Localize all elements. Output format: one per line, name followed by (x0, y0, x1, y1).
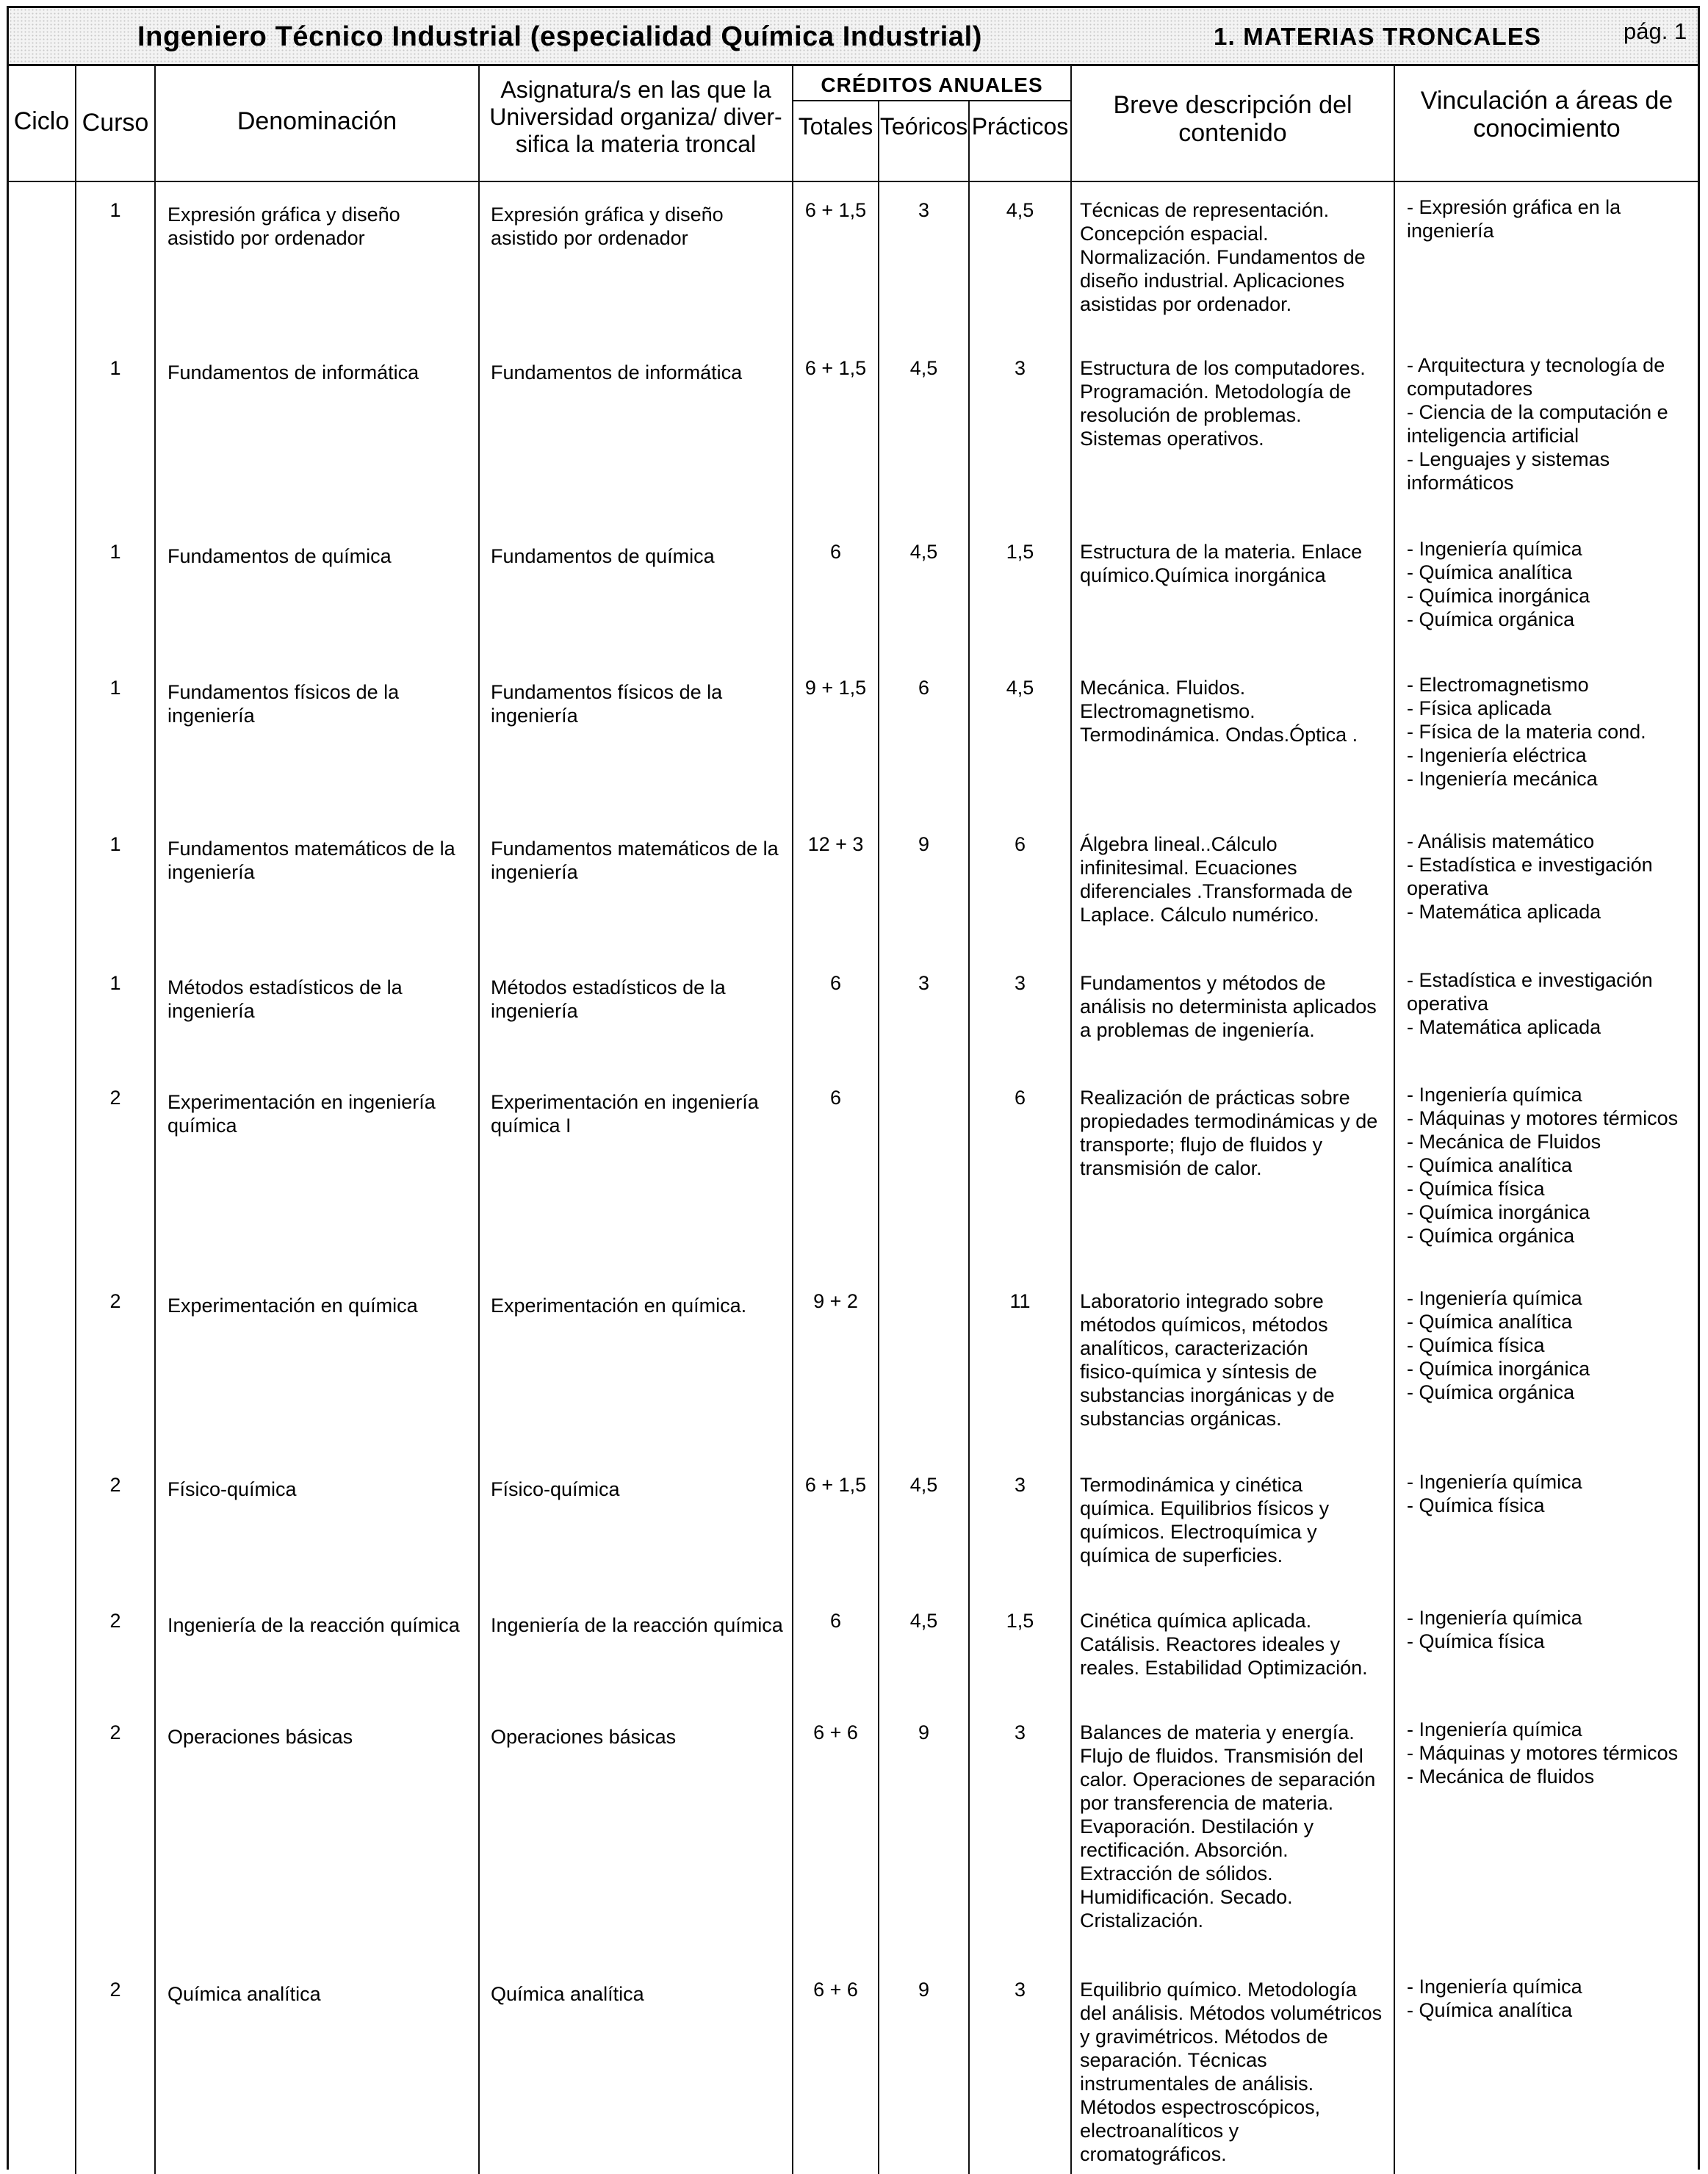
cell-denominacion-line: Ingeniería de la reacción química (167, 1614, 460, 1636)
cell-vinculacion-line: - Ingeniería química (1407, 1607, 1582, 1629)
header-vinculacion-line: Vinculación a áreas de (1420, 87, 1673, 115)
cell-descripcion-line: Estructura de la materia. Enlace (1080, 541, 1363, 563)
cell-vinculacion-line: operativa (1407, 877, 1489, 899)
header-creditos: CRÉDITOS ANUALES (821, 73, 1043, 96)
header-asignatura-line: Universidad organiza/ diver- (489, 104, 782, 130)
cell-denominacion-line: Fundamentos físicos de la (167, 681, 400, 703)
column-divider (968, 101, 970, 2174)
cell-descripcion (1080, 198, 1392, 316)
cell-descripcion-line: reales. Estabilidad Optimización. (1080, 1657, 1368, 1679)
cell-totales: 9 + 2 (813, 1290, 858, 1312)
cell-vinculacion-line: - Química física (1407, 1334, 1545, 1356)
cell-asignatura-line: Físico-química (491, 1478, 620, 1500)
cell-descripcion (1080, 971, 1392, 1042)
cell-denominacion (167, 976, 476, 1023)
cell-curso: 1 (109, 357, 121, 379)
cell-teoricos: 4,5 (909, 541, 938, 563)
cell-vinculacion-line: - Análisis matemático (1407, 830, 1595, 852)
cell-denominacion-line: Físico-química (167, 1478, 297, 1500)
cell-teoricos: 9 (918, 1721, 930, 1743)
header-descripcion (1072, 91, 1394, 147)
cell-descripcion (1080, 356, 1392, 450)
cell-descripcion-line: instrumentales de análisis. (1080, 2073, 1314, 2095)
cell-vinculacion-line: - Química inorgánica (1407, 585, 1590, 607)
cell-descripcion-line: resolución de problemas. (1080, 404, 1302, 426)
cell-vinculacion (1407, 1083, 1701, 1248)
cell-asignatura-line: Experimentación en ingeniería (491, 1091, 759, 1113)
cell-denominacion-line: Métodos estadísticos de la (167, 976, 403, 998)
cell-curso: 1 (109, 677, 121, 699)
cell-practicos: 6 (1014, 833, 1026, 855)
cell-descripcion-line: Programación. Metodología de (1080, 381, 1352, 403)
cell-vinculacion-line: - Química analítica (1407, 561, 1573, 583)
cell-descripcion-line: substancias orgánicas. (1080, 1408, 1282, 1430)
cell-vinculacion-line: - Ingeniería química (1407, 1471, 1582, 1493)
cell-vinculacion-line: - Ingeniería mecánica (1407, 768, 1598, 790)
cell-vinculacion-line: inteligencia artificial (1407, 425, 1579, 447)
header-vinculacion (1395, 87, 1698, 143)
cell-descripcion (1080, 1086, 1392, 1180)
cell-descripcion-line: Catálisis. Reactores ideales y (1080, 1633, 1341, 1655)
cell-practicos: 6 (1014, 1087, 1026, 1109)
cell-descripcion-line: Laboratorio integrado sobre (1080, 1290, 1324, 1312)
cell-descripcion-line: química de superficies. (1080, 1544, 1283, 1566)
cell-totales: 12 + 3 (807, 833, 864, 855)
cell-asignatura (491, 1477, 790, 1501)
cell-vinculacion-line: - Ingeniería química (1407, 1084, 1582, 1106)
cell-vinculacion-line: - Estadística e investigación (1407, 854, 1653, 876)
credits-divider (792, 100, 1072, 101)
cell-denominacion (167, 1090, 476, 1137)
cell-descripcion-line: Termodinámica y cinética (1080, 1474, 1303, 1496)
cell-descripcion-line: Balances de materia y energía. (1080, 1721, 1355, 1743)
cell-practicos: 3 (1014, 1474, 1026, 1496)
cell-descripcion-line: Flujo de fluidos. Transmisión del (1080, 1745, 1363, 1767)
cell-vinculacion-line: - Mecánica de Fluidos (1407, 1131, 1601, 1153)
cell-vinculacion-line: - Mecánica de fluidos (1407, 1766, 1595, 1788)
cell-descripcion-line: y gravimétricos. Métodos de (1080, 2026, 1328, 2048)
cell-descripcion-line: Concepción espacial. (1080, 223, 1269, 245)
cell-denominacion (167, 1477, 476, 1501)
header-descripcion-line: contenido (1178, 119, 1287, 147)
cell-descripcion-line: química. Equilibrios físicos y (1080, 1497, 1330, 1519)
cell-denominacion (167, 203, 476, 250)
cell-vinculacion-line: - Matemática aplicada (1407, 901, 1601, 923)
cell-vinculacion-line: - Ingeniería eléctrica (1407, 744, 1587, 766)
cell-asignatura-line: Ingeniería de la reacción química (491, 1614, 783, 1636)
cell-descripcion-line: químico.Química inorgánica (1080, 564, 1326, 586)
cell-practicos: 3 (1014, 972, 1026, 994)
cell-vinculacion-line: computadores (1407, 378, 1533, 400)
cell-vinculacion (1407, 1286, 1701, 1404)
cell-totales: 6 + 1,5 (804, 199, 867, 221)
cell-asignatura (491, 680, 790, 727)
cell-denominacion (167, 1613, 476, 1637)
cell-asignatura (491, 1613, 790, 1637)
cell-totales: 6 (829, 1087, 842, 1109)
cell-denominacion (167, 1725, 476, 1749)
cell-denominacion-line: Operaciones básicas (167, 1726, 353, 1748)
cell-descripcion (1080, 676, 1392, 746)
cell-asignatura-line: química I (491, 1115, 572, 1137)
cell-descripcion-line: Laplace. Cálculo numérico. (1080, 904, 1319, 926)
cell-vinculacion-line: - Electromagnetismo (1407, 674, 1589, 696)
cell-denominacion (167, 680, 476, 727)
cell-descripcion-line: infinitesimal. Ecuaciones (1080, 857, 1297, 879)
cell-vinculacion (1407, 1606, 1701, 1653)
cell-descripcion (1080, 1721, 1392, 1932)
cell-descripcion (1080, 1978, 1392, 2166)
cell-denominacion (167, 1294, 476, 1317)
column-divider (478, 66, 480, 2174)
cell-curso: 1 (109, 541, 121, 563)
cell-descripcion-line: Sistemas operativos. (1080, 428, 1264, 450)
cell-totales: 6 (829, 1610, 842, 1632)
cell-denominacion-line: Experimentación en ingeniería (167, 1091, 436, 1113)
header-ciclo: Ciclo (13, 107, 70, 135)
document-title: Ingeniero Técnico Industrial (especialidad Química Industrial) (137, 21, 982, 52)
cell-asignatura-line: Fundamentos físicos de la (491, 681, 723, 703)
header-teoricos: Teóricos (879, 113, 968, 140)
cell-descripcion-line: fisico-química y síntesis de (1080, 1361, 1317, 1383)
cell-vinculacion-line: - Química orgánica (1407, 1381, 1575, 1403)
cell-totales: 6 + 1,5 (804, 1474, 867, 1496)
cell-vinculacion-line: - Ingeniería química (1407, 1287, 1582, 1309)
cell-vinculacion-line: - Arquitectura y tecnología de (1407, 354, 1665, 376)
cell-descripcion-line: diseño industrial. Aplicaciones (1080, 270, 1345, 292)
cell-totales: 6 + 1,5 (804, 357, 867, 379)
cell-practicos: 3 (1014, 1721, 1026, 1743)
cell-totales: 6 + 6 (813, 1979, 858, 2001)
cell-denominacion-line: ingeniería (167, 861, 255, 883)
cell-denominacion-line: ingeniería (167, 1000, 255, 1022)
cell-practicos: 3 (1014, 357, 1026, 379)
cell-descripcion-line: Estructura de los computadores. (1080, 357, 1366, 379)
cell-curso: 1 (109, 199, 121, 221)
cell-asignatura (491, 1725, 790, 1749)
cell-teoricos: 4,5 (909, 357, 938, 379)
cell-descripcion-line: rectificación. Absorción. (1080, 1839, 1289, 1861)
cell-vinculacion (1407, 1470, 1701, 1517)
cell-asignatura-line: Experimentación en química. (491, 1295, 747, 1317)
cell-descripcion-line: analíticos, caracterización (1080, 1337, 1308, 1359)
cell-descripcion-line: del análisis. Métodos volumétricos (1080, 2002, 1383, 2024)
cell-asignatura-line: Expresión gráfica y diseño (491, 204, 724, 226)
header-practicos: Prácticos (971, 113, 1069, 140)
cell-vinculacion-line: - Máquinas y motores térmicos (1407, 1107, 1679, 1129)
cell-curso: 2 (109, 1290, 121, 1312)
header-vinculacion-line: conocimiento (1473, 115, 1621, 143)
cell-descripcion-line: diferenciales .Transformada de (1080, 880, 1353, 902)
cell-practicos: 11 (1009, 1290, 1031, 1312)
cell-vinculacion-line: - Estadística e investigación (1407, 969, 1653, 991)
cell-asignatura (491, 544, 790, 568)
cell-denominacion-line: Fundamentos de informática (167, 361, 419, 384)
cell-vinculacion (1407, 1718, 1701, 1788)
cell-vinculacion-line: - Ingeniería química (1407, 1976, 1582, 1998)
cell-denominacion (167, 1982, 476, 2006)
cell-asignatura-line: ingeniería (491, 705, 578, 727)
cell-asignatura (491, 1294, 790, 1317)
cell-vinculacion-line: - Química orgánica (1407, 608, 1575, 630)
title-bar (7, 6, 1700, 66)
cell-vinculacion-line: operativa (1407, 993, 1489, 1015)
cell-asignatura-line: Química analítica (491, 1983, 644, 2005)
cell-descripcion-line: substancias inorgánicas y de (1080, 1384, 1335, 1406)
cell-vinculacion-line: - Química inorgánica (1407, 1201, 1590, 1223)
cell-denominacion-line: Fundamentos matemáticos de la (167, 838, 455, 860)
cell-teoricos: 3 (918, 199, 930, 221)
column-divider (792, 66, 793, 2174)
cell-descripcion-line: Técnicas de representación. (1080, 199, 1330, 221)
cell-asignatura (491, 361, 790, 384)
cell-vinculacion-line: - Matemática aplicada (1407, 1016, 1601, 1038)
cell-totales: 6 (829, 972, 842, 994)
cell-totales: 9 + 1,5 (804, 677, 867, 699)
cell-curso: 2 (109, 1610, 121, 1632)
cell-descripcion-line: Extracción de sólidos. (1080, 1862, 1273, 1885)
cell-curso: 2 (109, 1087, 121, 1109)
cell-practicos: 4,5 (1006, 677, 1034, 699)
cell-asignatura-line: asistido por ordenador (491, 227, 688, 249)
cell-asignatura (491, 976, 790, 1023)
cell-teoricos: 9 (918, 833, 930, 855)
cell-descripcion-line: Equilibrio químico. Metodología (1080, 1979, 1357, 2001)
cell-descripcion-line: propiedades termodinámicas y de (1080, 1110, 1378, 1132)
cell-vinculacion-line: - Química física (1407, 1494, 1545, 1516)
header-asignatura-line: Asignatura/s en las que la (500, 76, 771, 103)
cell-vinculacion-line: - Expresión gráfica en la (1407, 196, 1621, 218)
cell-descripcion (1080, 1473, 1392, 1567)
cell-vinculacion-line: - Máquinas y motores térmicos (1407, 1742, 1679, 1764)
cell-vinculacion (1407, 829, 1701, 924)
cell-asignatura-line: ingeniería (491, 1000, 578, 1022)
cell-vinculacion-line: - Química física (1407, 1178, 1545, 1200)
cell-teoricos: 3 (918, 972, 930, 994)
cell-asignatura (491, 837, 790, 884)
cell-denominacion-line: ingeniería (167, 705, 255, 727)
cell-descripcion-line: Métodos espectroscópicos, (1080, 2096, 1321, 2118)
cell-denominacion-line: Expresión gráfica y diseño (167, 204, 400, 226)
header-asignatura (480, 76, 792, 158)
cell-vinculacion-line: - Ingeniería química (1407, 538, 1582, 560)
cell-denominacion (167, 361, 476, 384)
cell-descripcion-line: cromatográficos. (1080, 2143, 1227, 2165)
column-divider (1394, 66, 1395, 2174)
header-totales: Totales (798, 113, 873, 140)
cell-vinculacion-line: - Química analítica (1407, 1311, 1573, 1333)
cell-asignatura (491, 1090, 790, 1137)
cell-totales: 6 + 6 (813, 1721, 858, 1743)
cell-vinculacion-line: - Física aplicada (1407, 697, 1552, 719)
column-divider (154, 66, 156, 2174)
cell-teoricos: 9 (918, 1979, 930, 2001)
cell-asignatura-line: Métodos estadísticos de la (491, 976, 726, 998)
cell-curso: 2 (109, 1474, 121, 1496)
cell-vinculacion (1407, 195, 1701, 242)
section-title: 1. MATERIAS TRONCALES (1214, 23, 1542, 50)
cell-descripcion-line: Cristalización. (1080, 1910, 1204, 1932)
cell-practicos: 3 (1014, 1979, 1026, 2001)
cell-descripcion-line: asistidas por ordenador. (1080, 293, 1292, 315)
cell-vinculacion-line: - Química orgánica (1407, 1225, 1575, 1247)
cell-vinculacion (1407, 1975, 1701, 2022)
cell-descripcion (1080, 832, 1392, 926)
column-divider (1070, 66, 1072, 2174)
header-descripcion-line: Breve descripción del (1113, 91, 1352, 119)
header-asignatura-line: sifica la materia troncal (515, 131, 757, 157)
cell-asignatura-line: Fundamentos de química (491, 545, 715, 567)
cell-descripcion-line: Humidificación. Secado. (1080, 1886, 1293, 1908)
cell-denominacion-line: Experimentación en química (167, 1295, 418, 1317)
cell-teoricos: 4,5 (909, 1610, 938, 1632)
cell-vinculacion (1407, 673, 1701, 791)
cell-denominacion-line: Fundamentos de química (167, 545, 392, 567)
cell-vinculacion-line: ingeniería (1407, 220, 1494, 242)
cell-descripcion (1080, 540, 1392, 587)
cell-vinculacion (1407, 537, 1701, 631)
cell-vinculacion-line: - Química física (1407, 1630, 1545, 1652)
cell-descripcion (1080, 1609, 1392, 1680)
header-curso: Curso (82, 109, 149, 137)
cell-vinculacion-line: - Ingeniería química (1407, 1718, 1582, 1741)
cell-descripcion-line: calor. Operaciones de separación (1080, 1768, 1376, 1790)
cell-descripcion-line: Cinética química aplicada. (1080, 1610, 1312, 1632)
cell-denominacion-line: química (167, 1115, 237, 1137)
cell-vinculacion-line: - Química analítica (1407, 1999, 1573, 2021)
cell-vinculacion (1407, 353, 1701, 494)
cell-asignatura-line: Operaciones básicas (491, 1726, 677, 1748)
cell-vinculacion-line: - Lenguajes y sistemas (1407, 448, 1610, 470)
header-denominacion: Denominación (237, 107, 397, 135)
cell-practicos: 1,5 (1006, 541, 1034, 563)
cell-descripcion-line: métodos químicos, métodos (1080, 1314, 1328, 1336)
header-bottom-rule (7, 181, 1700, 182)
cell-descripcion-line: Electromagnetismo. (1080, 700, 1255, 722)
cell-denominacion (167, 837, 476, 884)
page-number: pág. 1 (1624, 18, 1687, 44)
cell-denominacion-line: Química analítica (167, 1983, 321, 2005)
cell-asignatura-line: Fundamentos matemáticos de la (491, 838, 779, 860)
cell-descripcion-line: transmisión de calor. (1080, 1157, 1262, 1179)
cell-curso: 1 (109, 972, 121, 994)
cell-asignatura (491, 203, 790, 250)
cell-vinculacion (1407, 968, 1701, 1039)
cell-curso: 2 (109, 1721, 121, 1743)
cell-denominacion-line: asistido por ordenador (167, 227, 365, 249)
cell-descripcion-line: Mecánica. Fluidos. (1080, 677, 1246, 699)
cell-descripcion-line: electroanalíticos y (1080, 2120, 1239, 2142)
cell-descripcion-line: análisis no determinista aplicados (1080, 996, 1377, 1018)
cell-descripcion-line: Fundamentos y métodos de (1080, 972, 1326, 994)
cell-descripcion-line: Realización de prácticas sobre (1080, 1087, 1350, 1109)
cell-denominacion (167, 544, 476, 568)
cell-descripcion-line: Normalización. Fundamentos de (1080, 246, 1366, 268)
cell-practicos: 4,5 (1006, 199, 1034, 221)
cell-descripcion-line: Evaporación. Destilación y (1080, 1815, 1314, 1838)
cell-descripcion-line: transporte; flujo de fluidos y (1080, 1134, 1323, 1156)
cell-asignatura-line: ingeniería (491, 861, 578, 883)
cell-vinculacion-line: - Física de la materia cond. (1407, 721, 1646, 743)
cell-descripcion-line: por transferencia de materia. (1080, 1792, 1334, 1814)
cell-asignatura-line: Fundamentos de informática (491, 361, 743, 384)
cell-practicos: 1,5 (1006, 1610, 1034, 1632)
cell-descripcion-line: químicos. Electroquímica y (1080, 1521, 1317, 1543)
column-divider (878, 101, 879, 2174)
cell-vinculacion-line: - Química analítica (1407, 1154, 1573, 1176)
cell-descripcion (1080, 1289, 1392, 1430)
column-divider (75, 66, 76, 2174)
cell-teoricos: 4,5 (909, 1474, 938, 1496)
cell-descripcion-line: Álgebra lineal..Cálculo (1080, 833, 1278, 855)
cell-descripcion-line: a problemas de ingeniería. (1080, 1019, 1315, 1041)
cell-asignatura (491, 1982, 790, 2006)
cell-vinculacion-line: informáticos (1407, 472, 1514, 494)
cell-totales: 6 (829, 541, 842, 563)
cell-curso: 2 (109, 1979, 121, 2001)
cell-vinculacion-line: - Ciencia de la computación e (1407, 401, 1668, 423)
cell-teoricos: 6 (918, 677, 930, 699)
cell-curso: 1 (109, 833, 121, 855)
cell-vinculacion-line: - Química inorgánica (1407, 1358, 1590, 1380)
cell-descripcion-line: Termodinámica. Ondas.Óptica . (1080, 724, 1358, 746)
cell-descripcion-line: separación. Técnicas (1080, 2049, 1267, 2071)
